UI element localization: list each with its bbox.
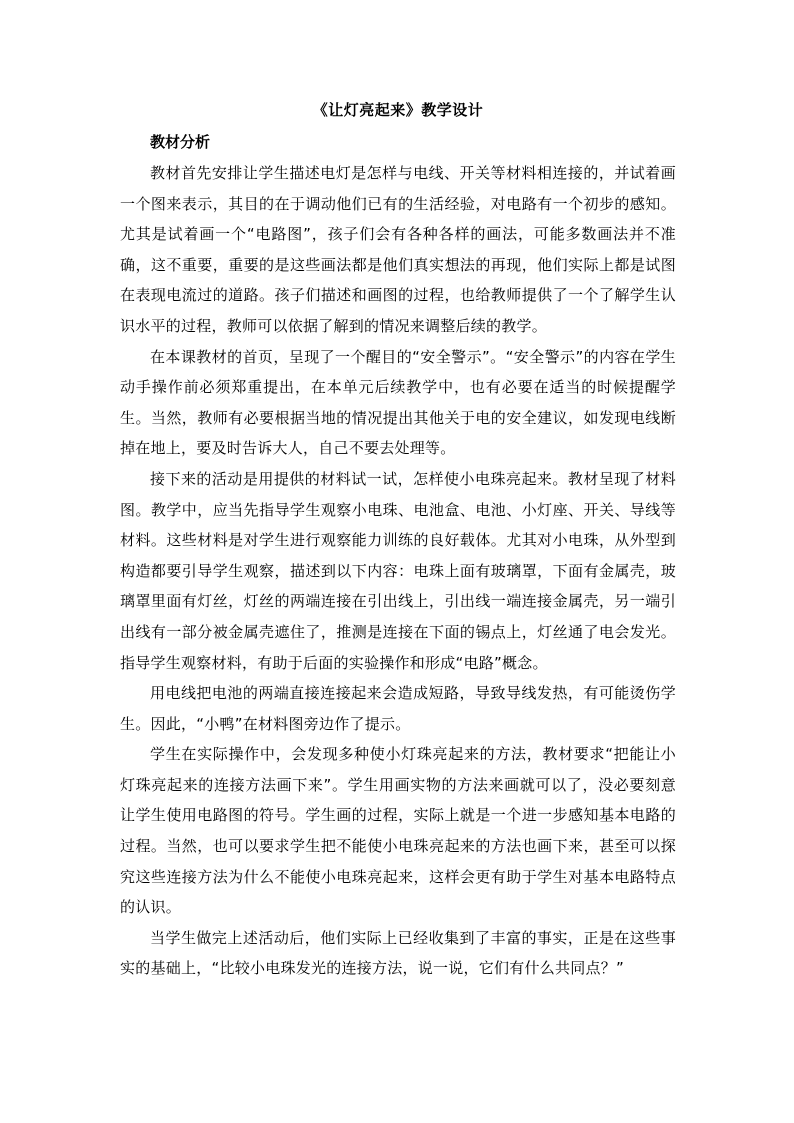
paragraph-1: 教材首先安排让学生描述电灯是怎样与电线、开关等材料相连接的，并试着画一个图来表示，其目的在于调动他们已有的生活经验，对电路有一个初步的感知。尤其是试着画一个“电路图”，孩子们会有各种各样的画法，可能多数画法并不准确，这不重要，重要的是这些画法都是他们真实想法的再现，他们实际上都是试图在表现电流过的道路。孩子们描述和画图的过程，也给教师提供了一个了解学生认识水平的过程，教师可以依据了解到的情况来调整后续的教学。 bbox=[120, 164, 676, 335]
document-title: 《让灯亮起来》教学设计 bbox=[312, 101, 484, 119]
paragraph-2: 在本课教材的首页，呈现了一个醒目的“安全警示”。“安全警示”的内容在学生动手操作前必须郑重提出，在本单元后续教学中，也有必要在适当的时候提醒学生。当然，教师有必要根据当地的情况提出其他关于电的安全建议，如发现电线断掉在地上，要及时告诉大人，自己不要去处理等。 bbox=[120, 347, 676, 458]
document-page bbox=[120, 98, 676, 984]
section-heading: 教材分析 bbox=[150, 133, 211, 151]
paragraph-5: 学生在实际操作中，会发现多种使小灯珠亮起来的方法，教材要求“把能让小灯珠亮起来的连接方法画下来”。学生用画实物的方法来画就可以了，没必要刻意让学生使用电路图的符号。学生画的过程，实际上就是一个进一步感知基本电路的过程。当然，也可以要求学生把不能使小电珠亮起来的方法也画下来，甚至可以探究这些连接方法为什么不能使小电珠亮起来，这样会更有助于学生对基本电路特点的认识。 bbox=[120, 745, 676, 917]
paragraph-4: 用电线把电池的两端直接连接起来会造成短路，导致导线发热，有可能烫伤学生。因此，“小鸭”在材料图旁边作了提示。 bbox=[120, 684, 676, 733]
paragraph-3: 接下来的活动是用提供的材料试一试，怎样使小电珠亮起来。教材呈现了材料图。教学中，应当先指导学生观察小电珠、电池盒、电池、小灯座、开关、导线等材料。这些材料是对学生进行观察能力训练的良好载体。尤其对小电珠，从外型到构造都要引导学生观察，描述到以下内容：电珠上面有玻璃罩，下面有金属壳，玻璃罩里面有灯丝，灯丝的两端连接在引出线上，引出线一端连接金属壳，另一端引出线有一部分被金属壳遮住了，推测是连接在下面的锡点上，灯丝通了电会发光。指导学生观察材料，有助于后面的实验操作和形成“电路”概念。 bbox=[120, 469, 676, 672]
paragraph-6: 当学生做完上述活动后，他们实际上已经收集到了丰富的事实，正是在这些事实的基础上，“比较小电珠发光的连接方法，说一说，它们有什么共同点？” bbox=[120, 928, 676, 978]
